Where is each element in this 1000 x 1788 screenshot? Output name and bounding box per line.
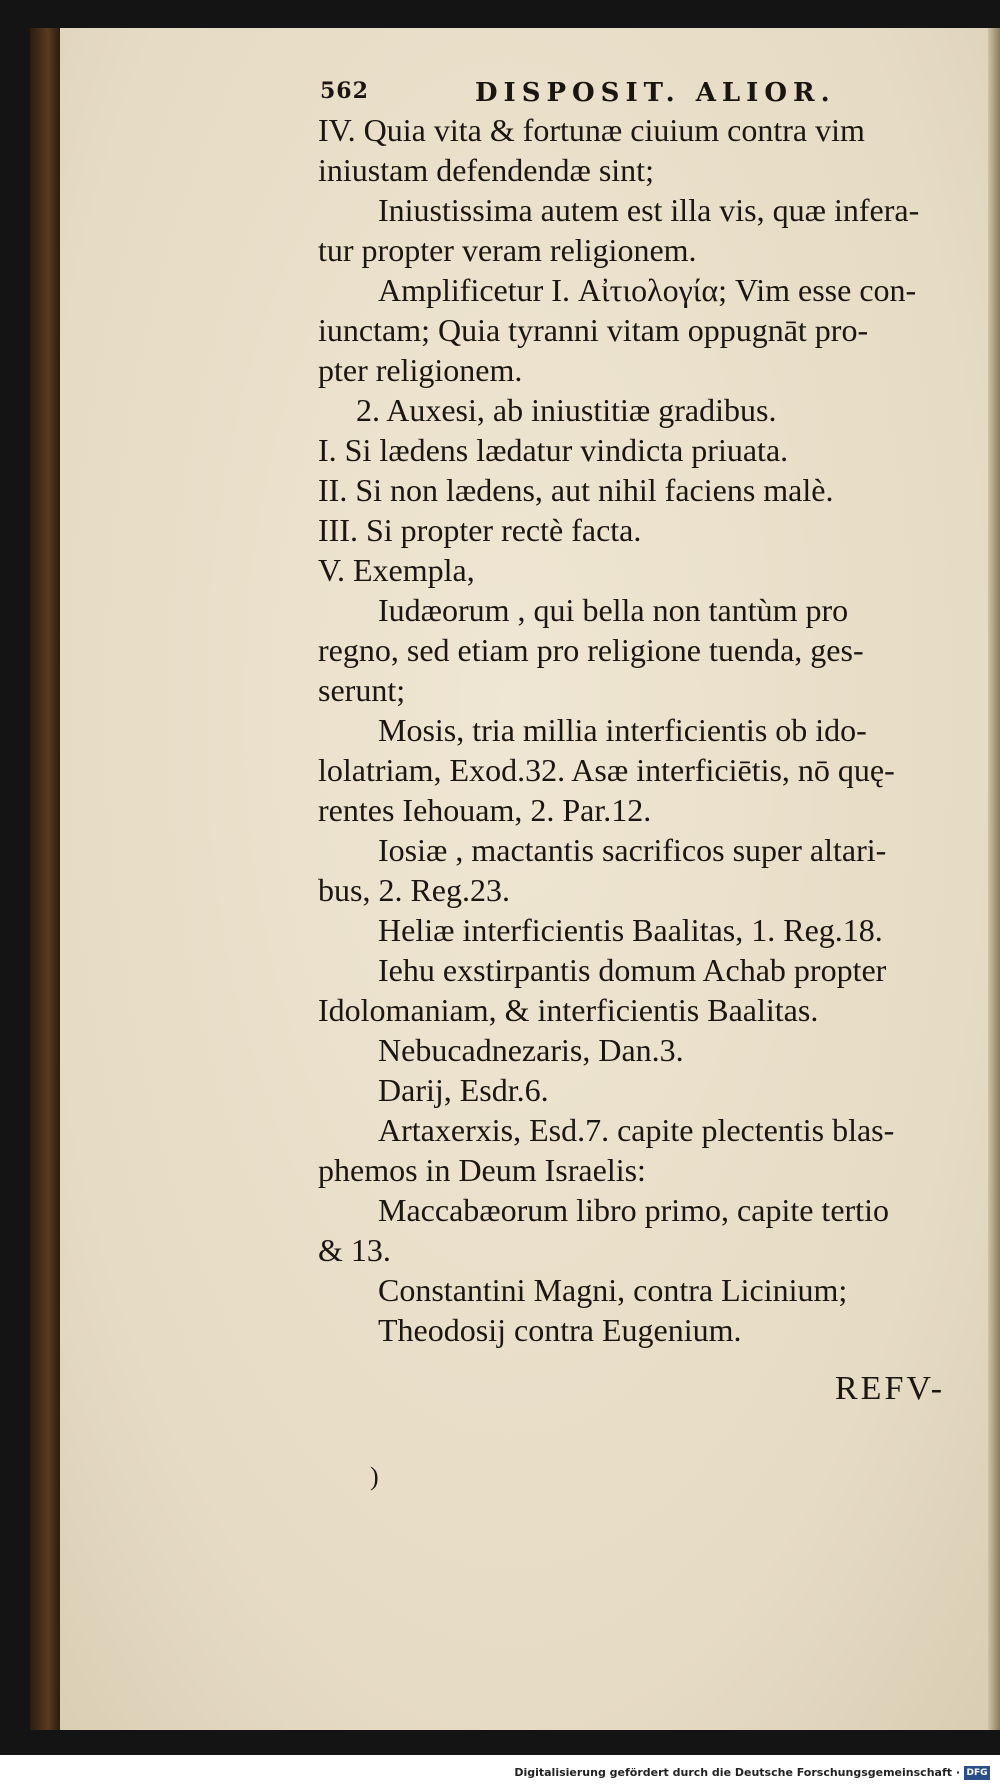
text-line: Nebucadnezaris, Dan.3. bbox=[378, 1032, 684, 1068]
text-line: Mosis, tria millia interficientis ob ido- bbox=[378, 712, 867, 748]
page-header bbox=[290, 58, 910, 108]
text-line: bus, 2. Reg.23. bbox=[318, 872, 510, 908]
dfg-logo: DFG bbox=[964, 1766, 990, 1780]
text-line: Darij, Esdr.6. bbox=[378, 1072, 549, 1108]
page-edge bbox=[988, 28, 1000, 1730]
text-line: Iosiæ , mactantis sacrificos super altari- bbox=[378, 832, 887, 868]
book-spine bbox=[30, 28, 60, 1730]
text-line: regno, sed etiam pro religione tuenda, ges- bbox=[318, 632, 864, 668]
text-line: IV. Quia vita & fortunæ ciuium contra vim bbox=[318, 112, 865, 148]
text-line: Maccabæorum libro primo, capite tertio bbox=[378, 1192, 889, 1228]
body-text bbox=[318, 110, 958, 1350]
text-line: Iehu exstirpantis domum Achab propter bbox=[378, 952, 887, 988]
running-title: DISPOSIT. ALIOR. bbox=[475, 78, 836, 108]
text-line: pter religionem. bbox=[318, 352, 523, 388]
footer-bar bbox=[0, 1764, 1000, 1788]
text-line: III. Si propter rectè facta. bbox=[318, 512, 642, 548]
text-line: lolatriam, Exod.32. Asæ interficiētis, nō quę- bbox=[318, 752, 895, 788]
stray-mark: ) bbox=[370, 1462, 379, 1491]
text-line: rentes Iehouam, 2. Par.12. bbox=[318, 792, 652, 828]
text-line: Heliæ interficientis Baalitas, 1. Reg.18. bbox=[378, 912, 883, 948]
text-line: 2. Auxesi, ab iniustitiæ gradibus. bbox=[356, 392, 777, 428]
text-line: Theodosij contra Eugenium. bbox=[378, 1312, 742, 1348]
text-line: Constantini Magni, contra Licinium; bbox=[378, 1272, 848, 1308]
text-line: phemos in Deum Israelis: bbox=[318, 1152, 646, 1188]
text-line: II. Si non lædens, aut nihil faciens malè. bbox=[318, 472, 834, 508]
text-line: Iudæorum , qui bella non tantùm pro bbox=[378, 592, 849, 628]
text-line: Iniustissima autem est illa vis, quæ infera- bbox=[378, 192, 920, 228]
page-number: 562 bbox=[320, 78, 369, 104]
text-line: serunt; bbox=[318, 672, 406, 708]
text-line: V. Exempla, bbox=[318, 552, 475, 588]
footer-credit: Digitalisierung gefördert durch die Deutsche Forschungsgemeinschaft · bbox=[514, 1766, 960, 1779]
text-line: I. Si lædens lædatur vindicta priuata. bbox=[318, 432, 789, 468]
text-line: tur propter veram religionem. bbox=[318, 232, 697, 268]
text-line: & 13. bbox=[318, 1232, 391, 1268]
text-line: Amplificetur I. Αἰτιολογία; Vim esse con- bbox=[378, 272, 917, 308]
text-line: iniustam defendendæ sint; bbox=[318, 152, 654, 188]
text-line: Idolomaniam, & interficientis Baalitas. bbox=[318, 992, 819, 1028]
text-line: iunctam; Quia tyranni vitam oppugnāt pro- bbox=[318, 312, 869, 348]
text-line: Artaxerxis, Esd.7. capite plectentis blas- bbox=[378, 1112, 895, 1148]
catchword: REFV- bbox=[835, 1370, 946, 1407]
